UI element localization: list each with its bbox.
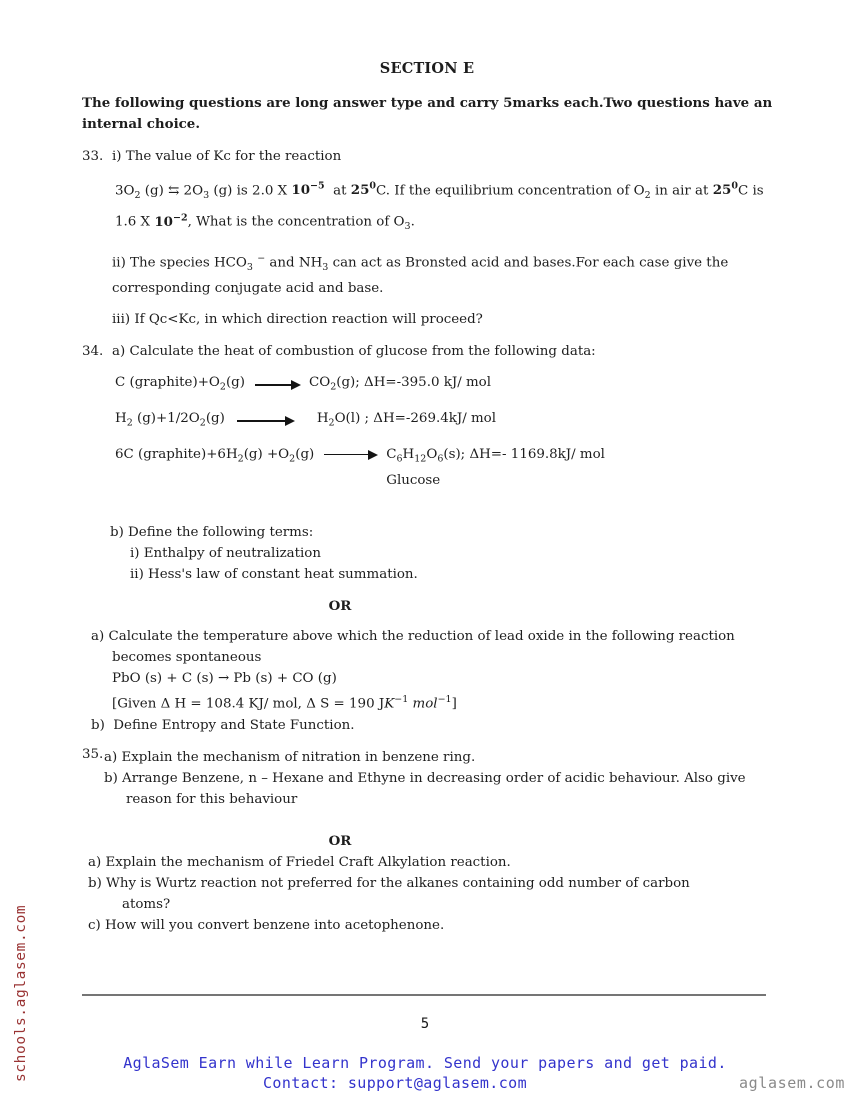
- equation-2: [115, 408, 772, 434]
- question-35-part-b-cont: reason for this behaviour: [126, 791, 298, 807]
- alt-line: c) How will you convert benzene into acetophenone.: [88, 917, 445, 933]
- alt-line: a) Calculate the temperature above which the reduction of lead oxide in the following reaction: [91, 629, 735, 645]
- question-34-alternative: [82, 626, 772, 735]
- promo-text-line1: AglaSem Earn while Learn Program. Send your papers and get paid.: [123, 1054, 727, 1072]
- term-line: ii) Hess's law of constant heat summation.: [130, 567, 418, 583]
- question-34-part-b: [110, 522, 772, 543]
- equation-3-label: Glucose: [386, 473, 441, 489]
- question-33: [82, 146, 772, 167]
- right-arrow-icon: [255, 384, 299, 386]
- alt-line: becomes spontaneous: [112, 650, 262, 666]
- equation-2-rhs: $H_2O(l)$ ; ΔH=-269.4kJ/ mol: [316, 411, 497, 429]
- question-33-reaction: [115, 176, 772, 238]
- section-title: SECTION E: [379, 60, 475, 77]
- reaction-line: 1.6 X $10^{-2}$, What is the concentration of $O_3$.: [115, 212, 415, 233]
- question-33-part-i: i) The value of Kc for the reaction: [112, 149, 342, 164]
- question-34-part-a: a) Calculate the heat of combustion of glucose from the following data:: [112, 344, 596, 360]
- part-ii-line: ii) The species $HCO_3$ − and $NH_3$ can act as Bronsted acid and bases.For each case give the: [112, 253, 729, 274]
- alt-line: b) Why is Wurtz reaction not preferred for the alkanes containing odd number of carbon: [88, 875, 690, 891]
- equation-3: [115, 444, 772, 493]
- alt-line-cont: atoms?: [122, 896, 171, 912]
- alt-line: a) Explain the mechanism of Friedel Craft Alkylation reaction.: [88, 854, 511, 870]
- equation-3-formula: $C_6H_{12}O_6(s)$; ΔH=- 1169.8kJ/ mol: [386, 446, 605, 465]
- intro-line: The following questions are long answer type and carry 5marks each.Two questions have an: [82, 95, 773, 111]
- alt-line: b) Define Entropy and State Function.: [91, 717, 355, 733]
- equation-1-lhs: C $(graphite)+O_2(g)$: [115, 375, 245, 394]
- question-34-part-b-terms: [130, 543, 772, 585]
- alt-given-data: [Given Δ H = 108.4 KJ/ mol, Δ S = 190 $JK^{-1}$ mol$^{-1}$]: [112, 694, 457, 712]
- watermark-aglasem: aglasem.com: [739, 1074, 845, 1092]
- question-35-part-a: a) Explain the mechanism of nitration in benzene ring.: [104, 749, 476, 765]
- footer-divider: [82, 994, 766, 996]
- or-separator: OR: [328, 832, 352, 849]
- question-35-number: 35.: [82, 746, 104, 762]
- question-33-part-iii: [112, 309, 772, 330]
- question-34-body: [112, 341, 772, 362]
- question-34-number: 34.: [82, 344, 104, 360]
- question-33-part-ii: [112, 248, 772, 299]
- page-number: 5: [420, 1016, 430, 1032]
- question-35-body: [104, 747, 772, 810]
- part-iii-line: iii) If Qc<Kc, in which direction reaction will proceed?: [112, 312, 483, 328]
- right-arrow-icon: [324, 454, 376, 456]
- page-content: [82, 0, 772, 996]
- equation-1-rhs: $CO_2(g)$; ΔH=-395.0 kJ/ mol: [308, 375, 492, 394]
- side-vertical-url: schools.aglasem.com: [13, 904, 29, 1082]
- part-ii-line: corresponding conjugate acid and base.: [112, 281, 384, 297]
- right-arrow-icon: [237, 420, 293, 422]
- term-line: i) Enthalpy of neutralization: [130, 546, 321, 562]
- or-separator: OR: [328, 598, 352, 615]
- reaction-line: $3O_2$ (g) ⇆ $2O_3$ (g) is 2.0 X $10^{-5}$ at $25^0C$. If the equilibrium concentration of $O_2$ in air at $25^0C$ is: [115, 181, 764, 202]
- equation-3-rhs: [386, 444, 605, 493]
- alt-equation: PbO (s) + C (s) → Pb (s) + CO (g): [112, 671, 337, 687]
- promo-contact-line[interactable]: Contact: support@aglasem.com: [262, 1074, 528, 1092]
- question-35-alternative: [82, 852, 772, 936]
- equation-2-lhs: $H_2$ $(g)+1/2O_2(g)$: [115, 411, 225, 429]
- question-34: [82, 341, 772, 362]
- equation-3-lhs: 6C $(graphite)+6H_2(g) +O_2(g)$: [115, 446, 315, 465]
- intro-paragraph: [82, 93, 772, 135]
- question-33-body: [112, 146, 772, 167]
- question-35-part-b: b) Arrange Benzene, n – Hexane and Ethyne in decreasing order of acidic behaviour. Also give: [104, 770, 746, 786]
- question-35: [82, 747, 772, 810]
- part-b-line: b) Define the following terms:: [110, 525, 314, 541]
- question-33-number: 33.: [82, 149, 104, 164]
- intro-line: internal choice.: [82, 116, 200, 132]
- equation-1: [115, 372, 772, 398]
